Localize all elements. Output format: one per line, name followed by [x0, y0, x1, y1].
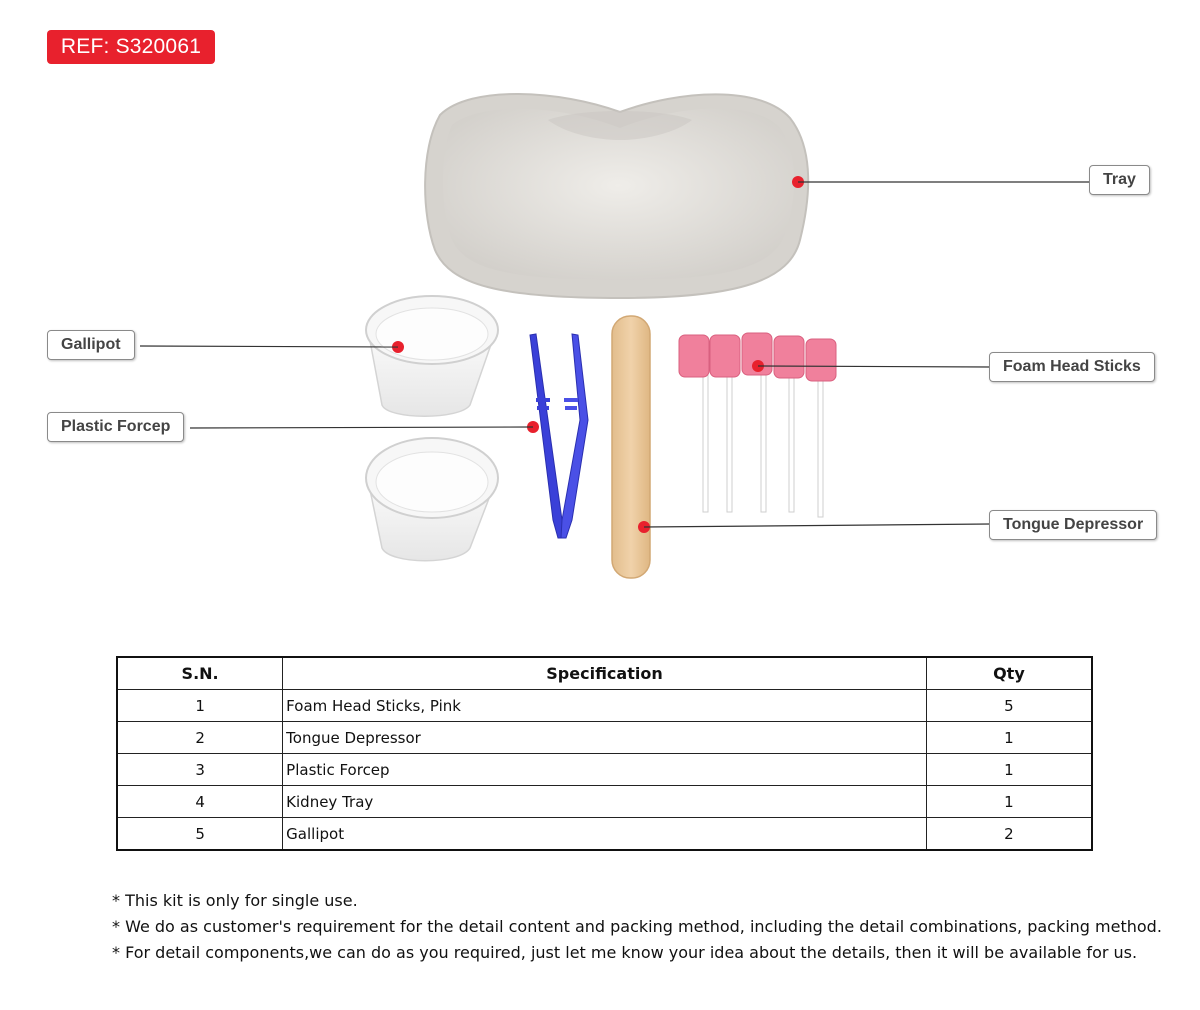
cell-specification: Foam Head Sticks, Pink: [283, 690, 927, 722]
notes: [112, 888, 1162, 966]
tongue-depressor-image: [612, 316, 650, 578]
cell-sn: 4: [117, 786, 283, 818]
cell-specification: Kidney Tray: [283, 786, 927, 818]
cell-specification: Tongue Depressor: [283, 722, 927, 754]
cell-sn: 5: [117, 818, 283, 851]
cell-qty: 5: [926, 690, 1092, 722]
plastic-forcep-callout: Plastic Forcep: [47, 412, 184, 442]
cell-sn: 1: [117, 690, 283, 722]
tongue-depressor-leader-line: [644, 524, 990, 527]
cell-sn: 2: [117, 722, 283, 754]
cell-sn: 3: [117, 754, 283, 786]
gallipot-callout: Gallipot: [47, 330, 135, 360]
cell-qty: 1: [926, 786, 1092, 818]
note-detail-components: * For detail components,we can do as you required, just let me know your idea about the details, then it will be available for us.: [112, 943, 1138, 962]
plastic-forcep-leader-line: [190, 427, 533, 428]
cell-qty: 1: [926, 722, 1092, 754]
specification-table: [116, 656, 1093, 851]
tongue-depressor-callout: Tongue Depressor: [989, 510, 1157, 540]
header-qty: Qty: [926, 657, 1092, 690]
ref-badge: REF: S320061: [47, 30, 215, 64]
kidney-tray-image: [425, 94, 808, 298]
cell-specification: Gallipot: [283, 818, 927, 851]
cell-qty: 1: [926, 754, 1092, 786]
table-header-row: [117, 657, 1092, 690]
header-specification: Specification: [283, 657, 927, 690]
cell-specification: Plastic Forcep: [283, 754, 927, 786]
note-single-use: * This kit is only for single use.: [112, 891, 358, 910]
gallipot-leader-line: [140, 346, 398, 347]
tray-callout: Tray: [1089, 165, 1150, 195]
gallipot-image: [366, 296, 498, 561]
note-customer-requirement: * We do as customer's requirement for the detail content and packing method, including the detail combinations, packing method.: [112, 917, 1162, 936]
table-row: [117, 754, 1092, 786]
foam-head-sticks-image: [679, 333, 836, 517]
table-row: [117, 722, 1092, 754]
table-row: [117, 786, 1092, 818]
foam-head-sticks-callout: Foam Head Sticks: [989, 352, 1155, 382]
plastic-forcep-image: [527, 334, 588, 538]
table-row: [117, 690, 1092, 722]
table-row: [117, 818, 1092, 851]
header-sn: S.N.: [117, 657, 283, 690]
cell-qty: 2: [926, 818, 1092, 851]
